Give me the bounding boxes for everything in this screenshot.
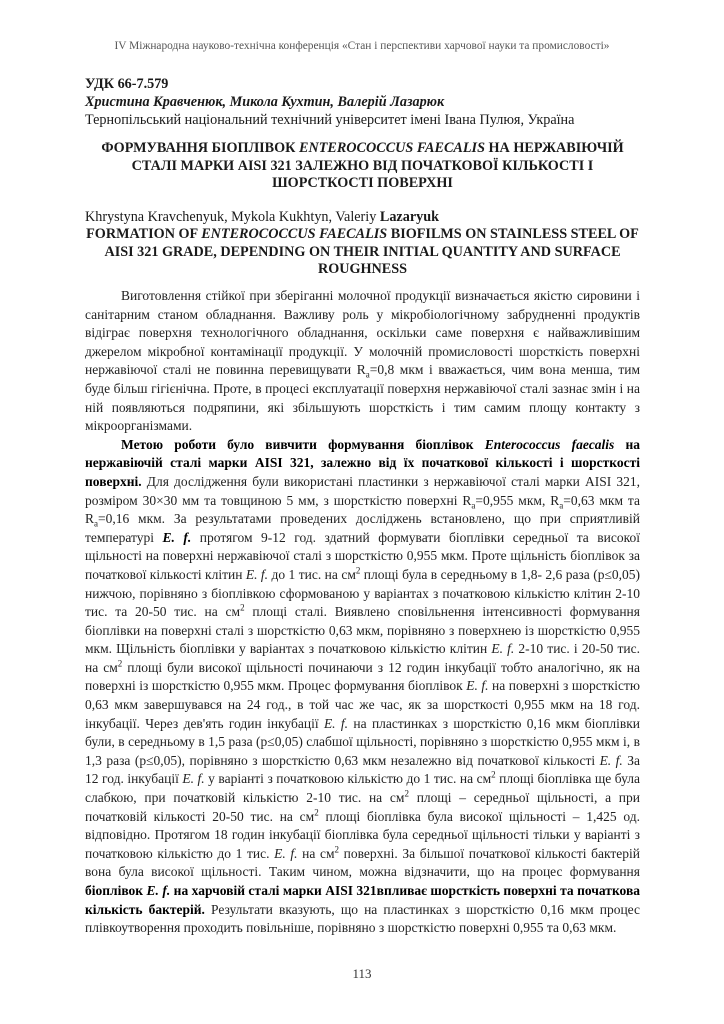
running-header: IV Міжнародна науково-технічна конференція «Стан і перспективи харчової науки та промисловості» bbox=[114, 40, 610, 52]
aim-statement: Метою роботи було вивчити формування біоплівок Enterococcus faecalis на нержавіючій сталі марки AISI 321, залежно від їх початкової кількості і шорсткості поверхні. bbox=[85, 436, 640, 489]
abstract-paragraph-1: Виготовлення стійкої при зберіганні молочної продукції визначається якістю сировини і санітарним станом обладнання. Важливу роль у мікробіологічному забрудненні продуктів відіграє поверхня технологічного обладнання, оскільки саме поверхня є найважливішим джерелом мікробної контамінації продукції. У молочній промисловості шорсткість поверхні нержавіючої сталі не повинна перевищувати $R_a=0,8$ мкм і вважається, чим вона менша, тим буде більш гігієнічна. Проте, в процесі експлуатації поверхня нержавіючої сталі зазнає змін і на ній появляються подряпини, які збільшують шорсткість і тим самим площу контакту з мікроорганізмами. bbox=[85, 288, 640, 434]
title-english: FORMATION OF ENTEROCOCCUS FAECALIS BIOFILMS ON STAINLESS STEEL OF AISI 321 GRADE, DEPENDING ON THEIR INITIAL QUANTITY AND SURFACE ROUGHNESS bbox=[86, 226, 639, 277]
page-number: 113 bbox=[352, 966, 372, 981]
title-ukrainian: ФОРМУВАННЯ БІОПЛІВОК ENTEROCOCCUS FAECALIS НА НЕРЖАВІЮЧІЙ СТАЛІ МАРКИ AISI 321 ЗАЛЕЖНО ВІД ПОЧАТКОВОЇ КІЛЬКОСТІ І ШОРСТКОСТІ ПОВЕРХНІ bbox=[101, 140, 624, 191]
affiliation: Тернопільський національний технічний університет імені Івана Пулюя, Україна bbox=[85, 112, 575, 128]
abstract-paragraph-2: Метою роботи було вивчити формування біоплівок Enterococcus faecalis на нержавіючій сталі марки AISI 321, залежно від їх початкової кількості і шорсткості поверхні. Для дослідження були використані пластинки з нержавіючої сталі марки AISI 321, розміром 30×30 мм та товщиною 5 мм, з шорсткістю поверхні $R_a=0,955$ мкм, $R_a=0,63$ мкм та $R_a=0,16$ мкм. За результатами проведених досліджень встановлено, що при сприятливій температурі E. f. протягом 9-12 год. здатний формувати біоплівки середньої та високої щільності на поверхні нержавіючої сталі з шорсткістю 0,955 мкм. Проте щільність біоплівок за початкової кількості клітин E. f. до 1 тис. на $см^2$ площі була в середньому в 1,8- 2,6 раза (р≤0,05) нижчою, порівняно з біоплівкою сформованою у варіантах з початковою кількістю клітин 2-10 тис. та 20-50 тис. на $см^2$ площі сталі. Виявлено сповільнення інтенсивності формування біоплівки на поверхні сталі з шорсткістю 0,63 мкм, порівняно з поверхнею із шорсткістю 0,955 мкм. Щільність біоплівки у варіантах з початковою кількістю клітин E. f. 2-10 тис. і 20-50 тис. на $см^2$ площі були високої щільності починаючи з 12 годин інкубації тобто аналогічно, як на поверхні із шорсткістю 0,955 мкм. Процес формування біоплівок E. f. на поверхні з шорсткістю 0,63 мкм завершувався на 24 год., в той час же час, як за шорсткості 0,955 мкм на 18 год. інкубації. Через дев'ять годин інкубації E. f. на пластинках з шорсткістю 0,16 мкм біоплівки були, в середньому в 1,5 раза (р≤0,05) слабшої щільності, порівняно з шорсткістю 0,955 мкм і, в 1,3 раза (р≤0,05), порівняно з шорсткістю 0,63 мкм незалежно від початкової кількості E. f. За 12 год. інкубації E. f. у варіанті з початковою кількістю до 1 тис. на $см^2$ площі біоплівка ще була слабкою, при початковій кількістю 2-10 тис. на $см^2$ площі – середньої щільності, а при початковій кількості 20-50 тис. на $см^2$ площі біоплівка була високої щільності – 1,425 од. відповідно. Протягом 18 годин інкубації біоплівка була середньої щільності тільки у варіанті з початковою кількістю до 1 тис. E. f. на $см^2$ поверхні. За більшої початкової кількості бактерій вона була високої щільності. Таким чином, можна відзначити, що на процес формування біоплівок E. f. на харчовій сталі марки AISI 321впливає шорсткість поверхні та початкова кількість бактерій. Результати вказують, що на пластинках з шорсткістю 0,16 мкм процес плівкоутворення проходить повільніше, порівняно з шорсткістю поверхні 0,955 та 0,63 мкм. bbox=[85, 436, 641, 936]
authors-ua: Христина Кравченюк, Микола Кухтин, Валерій Лазарюк bbox=[85, 94, 445, 110]
udc-code: УДК 66-7.579 bbox=[85, 76, 169, 92]
conclusion-statement: біоплівок E. f. на харчовій сталі марки AISI 321впливає шорсткість поверхні та початкова кількість бактерій. bbox=[85, 883, 640, 917]
species-name: ENTEROCOCCUS FAECALIS bbox=[299, 140, 485, 156]
authors-en: Khrystyna Kravchenyuk, Mykola Kukhtyn, Valeriy Lazaryuk bbox=[85, 209, 439, 225]
species-name: ENTEROCOCCUS FAECALIS bbox=[201, 226, 388, 242]
abstract-body bbox=[85, 287, 640, 938]
